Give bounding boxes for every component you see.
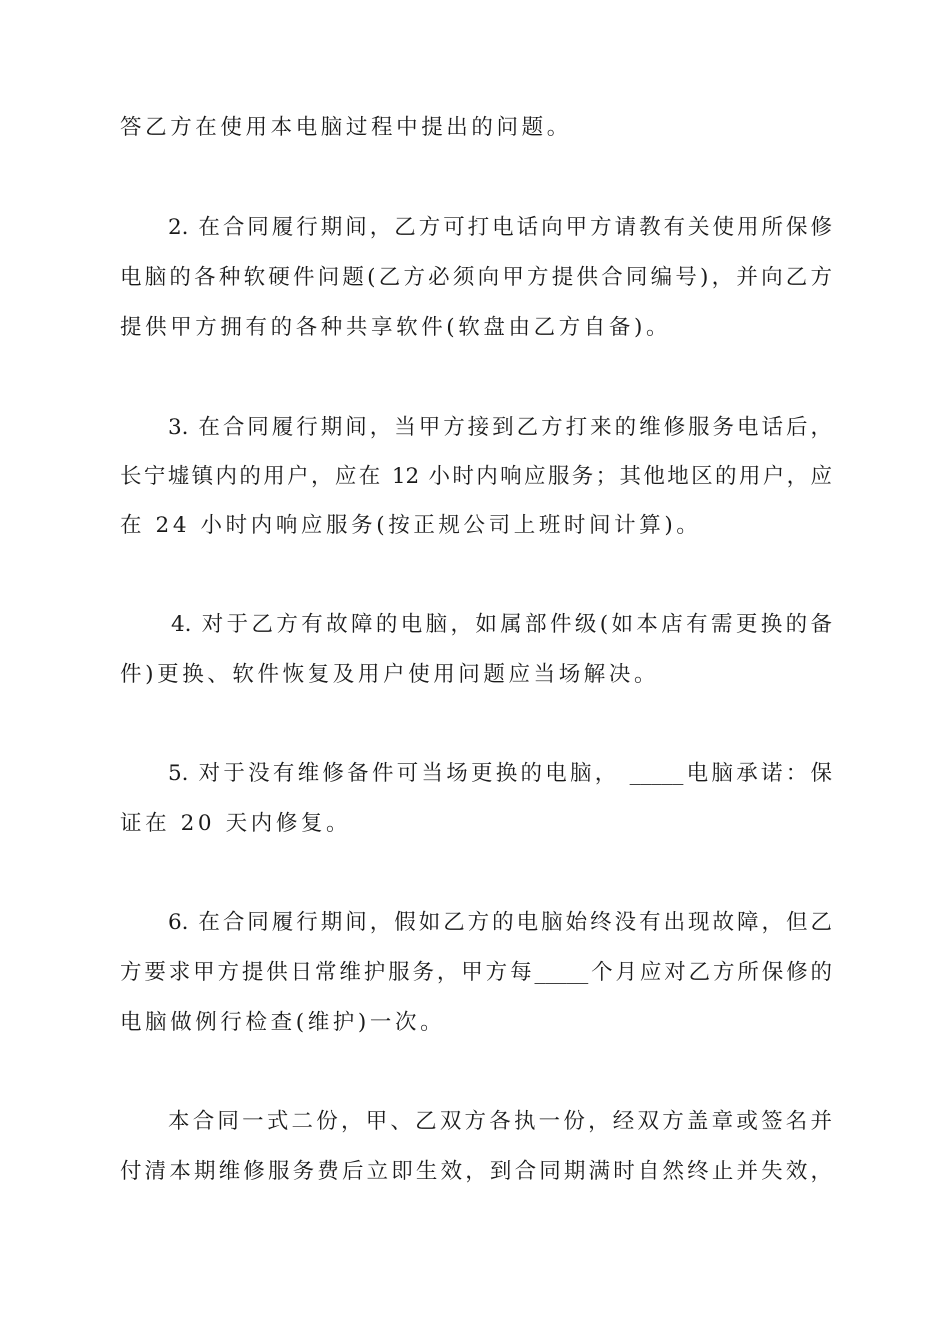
clause-3-line-1: 3. 在合同履行期间，当甲方接到乙方打来的维修服务电话后， [168, 415, 832, 440]
clause-4-line-1: 4. 对于乙方有故障的电脑，如属部件级(如本店有需更换的备 [171, 612, 832, 637]
clause-6-line-1: 6. 在合同履行期间，假如乙方的电脑始终没有出现故障，但乙 [168, 910, 832, 935]
clause-2-line-1: 2. 在合同履行期间，乙方可打电话向甲方请教有关使用所保修 [168, 215, 832, 240]
closing-line-1: 本合同一式二份，甲、乙双方各执一份，经双方盖章或签名并 [168, 1109, 832, 1134]
clause-6-line-2: 方要求甲方提供日常维护服务，甲方每_____个月应对乙方所保修的 [120, 960, 832, 985]
clause-6-line-3: 电脑做例行检查(维护)一次。 [120, 1010, 446, 1035]
clause-3-line-2: 长宁墟镇内的用户，应在 12 小时内响应服务；其他地区的用户，应 [120, 464, 832, 489]
clause-5-line-2: 证在 20 天内修复。 [120, 811, 352, 836]
clause-2-line-3: 提供甲方拥有的各种共享软件(软盘由乙方自备)。 [120, 315, 672, 340]
text-line-continuation: 答乙方在使用本电脑过程中提出的问题。 [120, 115, 572, 140]
clause-5-line-1: 5. 对于没有维修备件可当场更换的电脑， _____电脑承诺：保 [168, 761, 832, 786]
clause-4-line-2: 件)更换、软件恢复及用户使用问题应当场解决。 [120, 662, 660, 687]
clause-3-line-3: 在 24 小时内响应服务(按正规公司上班时间计算)。 [120, 513, 702, 538]
clause-2-line-2: 电脑的各种软硬件问题(乙方必须向甲方提供合同编号)，并向乙方 [120, 265, 832, 290]
closing-line-2: 付清本期维修服务费后立即生效，到合同期满时自然终止并失效， [120, 1159, 832, 1184]
